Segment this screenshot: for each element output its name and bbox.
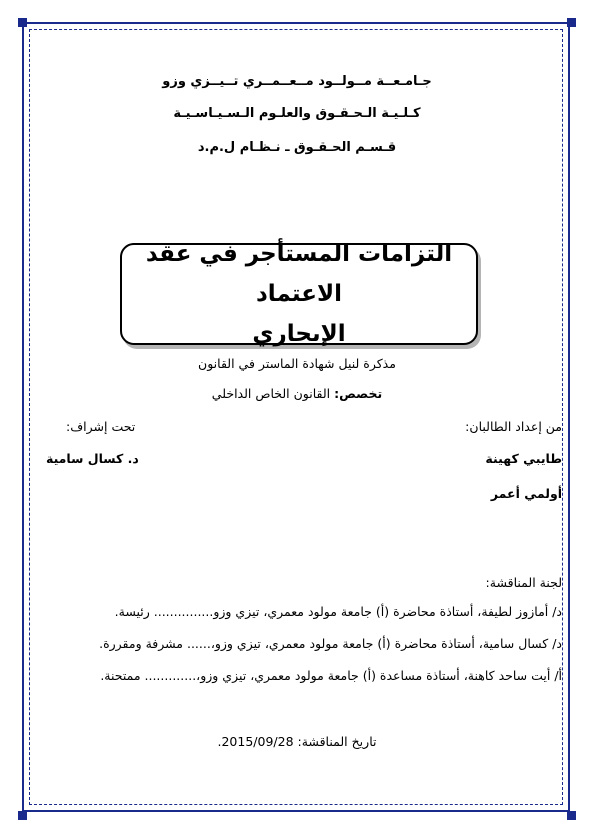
department-name: قـسـم الحـقـوق ـ نـظـام ل.م.د — [197, 140, 397, 155]
university-name: جـامـعــة مــولــود مــعــمــري تــيــزي وزو — [162, 74, 432, 89]
committee-member-1: د/ أمازوز لطيفة، أستاذة محاضرة (أ) جامعة مولود معمري، تيزي وزو............... رئيسة. — [114, 604, 562, 619]
students-label: من إعداد الطالبان: — [465, 419, 562, 434]
thesis-title-line-2: الإيجاري — [252, 321, 346, 347]
specialization-label: تخصص: — [334, 386, 383, 401]
committee-label: لجنة المناقشة: — [485, 575, 562, 590]
corner-ornament-top-left — [18, 18, 27, 27]
defense-date — [0, 734, 594, 749]
thesis-subtitle: مذكرة لنيل شهادة الماستر في القانون — [198, 356, 396, 371]
corner-ornament-top-right — [567, 18, 576, 27]
thesis-title — [122, 234, 476, 354]
defense-date-label: تاريخ المناقشة: — [293, 734, 377, 749]
specialization-value: القانون الخاص الداخلي — [211, 386, 335, 401]
corner-ornament-bottom-left — [18, 811, 27, 820]
committee-member-3: أ/ أيت ساحد كاهنة، أستاذة مساعدة (أ) جامعة مولود معمري، تيزي وزو،............. ممتحنة. — [100, 668, 562, 683]
supervisor-name: د. كسال سامية — [46, 451, 139, 466]
specialization — [0, 386, 594, 401]
defense-date-value: 2015/09/28. — [217, 734, 294, 749]
committee-member-2: د/ كسال سامية، أستاذة محاضرة (أ) جامعة مولود معمري، تيزي وزو،...... مشرفة ومقررة. — [99, 636, 562, 651]
faculty-name: كـلـيـة الـحـقـوق والعلـوم الـسـيـاسـيـة — [173, 106, 421, 121]
supervisor-label: تحت إشراف: — [66, 419, 136, 434]
student-name-1: طايبي كهينة — [485, 451, 562, 466]
thesis-title-line-1: التزامات المستأجر في عقد الاعتماد — [145, 241, 453, 307]
thesis-title-box — [120, 243, 478, 345]
corner-ornament-bottom-right — [567, 811, 576, 820]
student-name-2: أولمي أعمر — [490, 486, 562, 501]
